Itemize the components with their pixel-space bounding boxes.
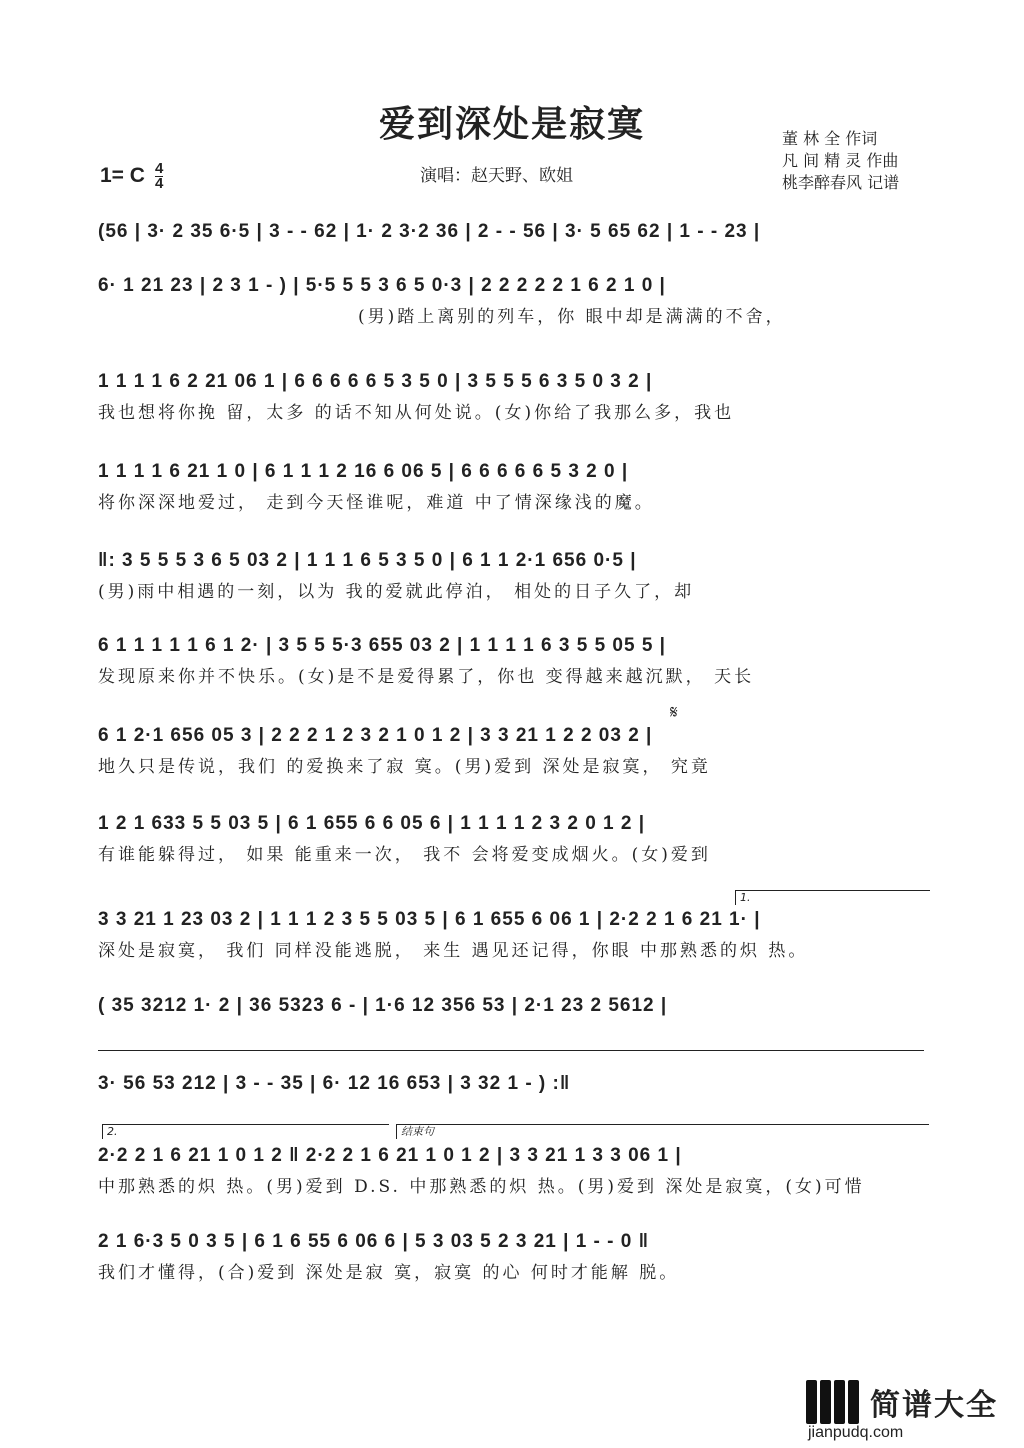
notation-line: 3 3 21 1 23 03 2 | 1 1 1 2 3 5 5 03 5 | 6 1 655 6 06 1 | 2·2 2 1 6 21 1· | — [98, 909, 761, 930]
piano-keys-icon — [806, 1380, 864, 1424]
score-row-6 — [98, 632, 928, 690]
lyric-line: 将你深深地爱过， 走到今天怪谁呢，难道 中了情深缘浅的魔。 — [98, 493, 655, 513]
score-row-10 — [98, 992, 928, 1020]
notation-line: 2 1 6·3 5 0 3 5 | 6 1 6 55 6 06 6 | 5 3 03 5 2 3 21 | 1 - - 0 ‖ — [98, 1231, 650, 1252]
lyric-line: 中那熟悉的炽 热。(男)爱到 D.S. 中那熟悉的炽 热。(男)爱到 深处是寂寞，(女)可惜 — [98, 1177, 865, 1197]
notation-line: (56 | 3· 2 35 6·5 | 3 - - 62 | 1· 2 3·2 36 | 2 - - 56 | 3· 5 65 62 | 1 - - 23 | — [98, 221, 761, 242]
score-row-3 — [98, 368, 928, 426]
logo-text: 简谱大全 — [870, 1388, 998, 1423]
notation-line: 1 2 1 633 5 5 03 5 | 6 1 655 6 6 05 6 | 1 1 1 1 2 3 2 0 1 2 | — [98, 813, 646, 834]
volta-1: 1. — [735, 890, 930, 905]
lyric-line: (男)雨中相遇的一刻，以为 我的爱就此停泊， 相处的日子久了，却 — [98, 582, 695, 602]
credits — [782, 128, 899, 194]
lyric-line: 我也想将你挽 留，太多 的话不知从何处说。(女)你给了我那么多，我也 — [98, 403, 735, 423]
notation-line: 2·2 2 1 6 21 1 0 1 2 ‖ 2·2 2 1 6 21 1 0 1 2 | 3 3 21 1 3 3 06 1 | — [98, 1145, 682, 1166]
lyricist-credit: 董 林 全 作词 — [782, 129, 878, 148]
notation-line: 1 1 1 1 6 2 21 06 1 | 6 6 6 6 6 5 3 5 0 | 3 5 5 5 6 3 5 0 3 2 | — [98, 371, 653, 392]
lyric-line: 深处是寂寞， 我们 同样没能逃脱， 来生 遇见还记得，你眼 中那熟悉的炽 热。 — [98, 941, 809, 961]
lyric-line: 有谁能躲得过， 如果 能重来一次， 我不 会将爱变成烟火。(女)爱到 — [98, 845, 711, 865]
time-sig-bottom: 4 — [154, 175, 164, 192]
score-row-13 — [98, 1228, 928, 1286]
notation-line: 6 1 2·1 656 05 3 | 2 2 2 1 2 3 2 1 0 1 2 | 3 3 21 1 2 2 03 2 | — [98, 725, 653, 746]
notation-line: 1 1 1 1 6 21 1 0 | 6 1 1 1 2 16 6 06 5 | 6 6 6 6 6 5 3 2 0 | — [98, 461, 629, 482]
transcriber-credit: 桃李醉春风 记谱 — [782, 173, 900, 192]
site-logo[interactable] — [806, 1380, 1022, 1442]
singer-credit: 演唱：赵天野、欧姐 — [420, 166, 573, 186]
score-row-8 — [98, 810, 928, 868]
score-row-7 — [98, 722, 928, 780]
notation-line: 3· 56 53 212 | 3 - - 35 | 6· 12 16 653 | 3 32 1 - ) :‖ — [98, 1073, 571, 1094]
lyric-line: 发现原来你并不快乐。(女)是不是爱得累了，你也 变得越来越沉默， 天长 — [98, 667, 755, 687]
song-title: 爱到深处是寂寞 — [378, 103, 645, 145]
score-row-12 — [98, 1142, 928, 1200]
volta-1-extension — [98, 1050, 924, 1051]
volta-2: 2. — [102, 1124, 389, 1139]
notation-line: ‖: 3 5 5 5 3 6 5 03 2 | 1 1 1 6 5 3 5 0 | 6 1 1 2·1 656 0·5 | — [98, 550, 637, 571]
key-label: 1= C — [100, 164, 145, 187]
lyric-line: 我们才懂得，(合)爱到 深处是寂 寞，寂寞 的心 何时才能解 脱。 — [98, 1263, 680, 1283]
time-sig-top: 4 — [154, 160, 164, 177]
notation-line: 6 1 1 1 1 1 6 1 2· | 3 5 5 5·3 655 03 2 | 1 1 1 1 6 3 5 5 05 5 | — [98, 635, 666, 656]
ending-bracket: 结束句 — [396, 1124, 929, 1139]
lyric-line: (男)踏上离别的列车，你 眼中却是满满的不舍， — [358, 307, 786, 327]
composer-credit: 凡 间 精 灵 作曲 — [782, 151, 899, 170]
score-row-9 — [98, 906, 928, 964]
key-signature — [100, 162, 163, 190]
segno-sign: 𝄋 — [670, 702, 678, 723]
logo-url[interactable]: jianpudq.com — [808, 1424, 904, 1441]
notation-line: 6· 1 21 23 | 2 3 1 - ) | 5·5 5 5 3 6 5 0·3 | 2 2 2 2 2 1 6 2 1 0 | — [98, 275, 666, 296]
score-row-5 — [98, 547, 928, 605]
notation-line: ( 35 3212 1· 2 | 36 5323 6 - | 1·6 12 356 53 | 2·1 23 2 5612 | — [98, 995, 668, 1016]
score-row-1 — [98, 218, 928, 246]
lyric-line: 地久只是传说，我们 的爱换来了寂 寞。(男)爱到 深处是寂寞， 究竟 — [98, 757, 711, 777]
score-row-11 — [98, 1070, 928, 1098]
score-row-2 — [98, 272, 928, 330]
score-row-4 — [98, 458, 928, 516]
time-signature — [155, 162, 163, 190]
